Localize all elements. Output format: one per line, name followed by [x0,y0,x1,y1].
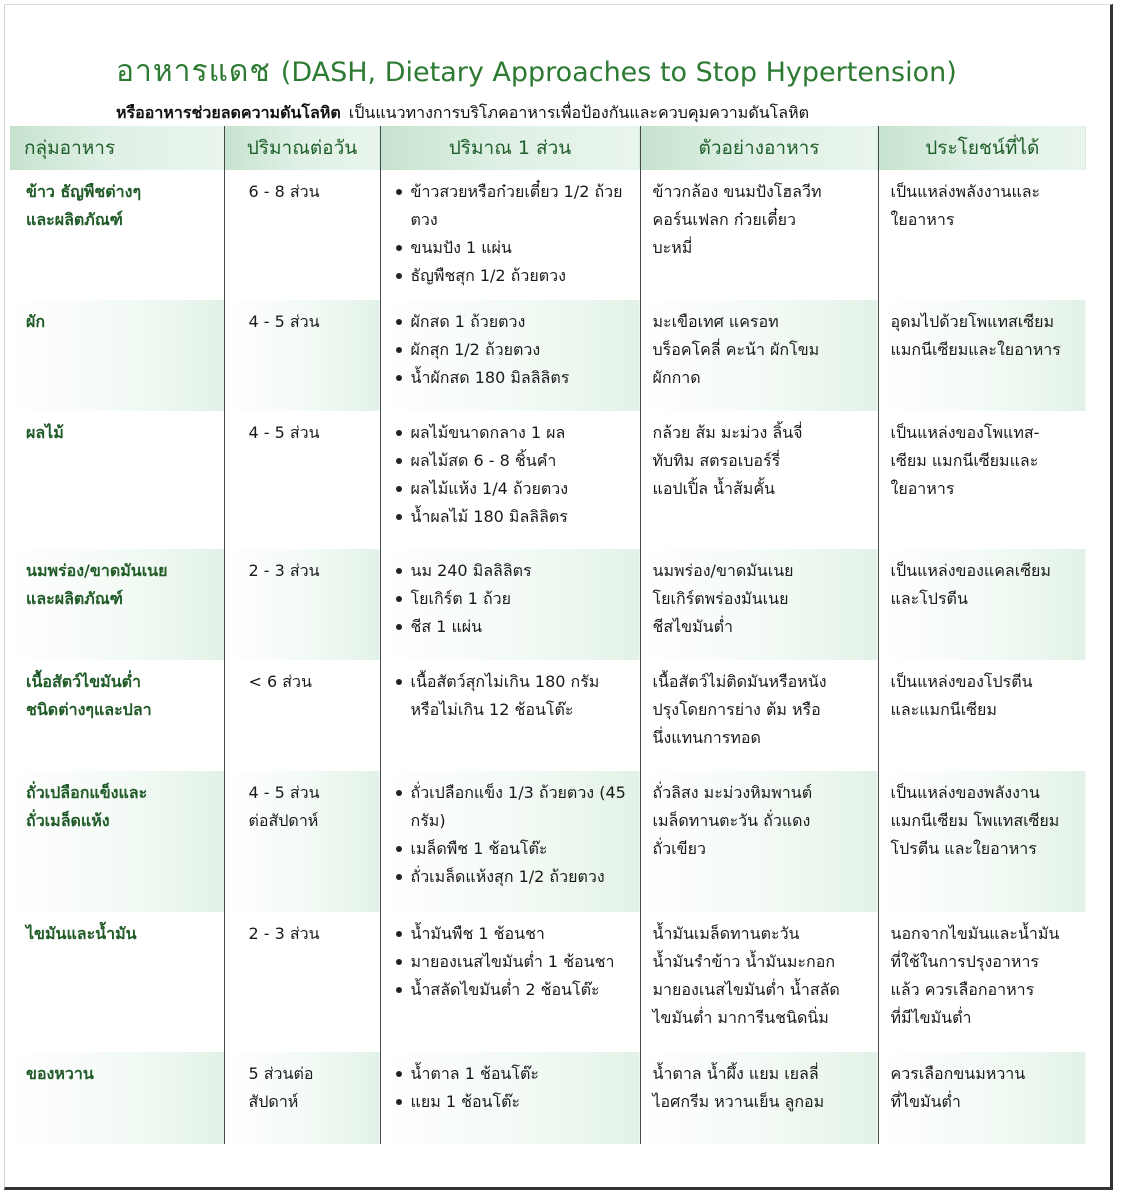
page-title [116,48,1087,95]
daily-servings-cell-line: 4 - 5 ส่วน [248,783,320,802]
portion-list [393,779,632,891]
benefits-cell-line: แมกนีเซียม โพแทสเซียม [890,811,1060,830]
portion-cell [380,771,640,912]
examples-cell-line: มายองเนสไขมันต่ำ น้ำสลัด [652,980,840,999]
daily-servings-cell-line: ต่อสัปดาห์ [248,811,319,830]
benefits-cell [878,912,1086,1052]
list-item: ผักสด 1 ถ้วยตวง [393,308,632,336]
examples-cell-line: นมพร่อง/ขาดมันเนย [652,561,794,580]
examples-cell-line: ข้าวกล้อง ขนมปังโฮลวีท [652,182,822,201]
food-group-cell-line: ผัก [26,312,46,331]
daily-servings-cell [224,1052,380,1144]
column-header-benefits: ประโยชน์ที่ได้ [878,126,1086,170]
food-group-cell-line: ผลไม้ [26,423,64,442]
food-group-cell-line: และผลิตภัณฑ์ [26,589,123,608]
food-group-cell [10,549,224,660]
portion-list [393,308,632,392]
portion-cell [380,1052,640,1144]
benefits-cell-line: โปรตีน และใยอาหาร [890,839,1037,858]
daily-servings-cell-line: 4 - 5 ส่วน [248,312,320,331]
portion-list [393,557,632,641]
list-item: ผลไม้แห้ง 1/4 ถ้วยตวง [393,475,632,503]
list-item: เนื้อสัตว์สุกไม่เกิน 180 กรัม หรือไม่เกิน 12 ช้อนโต๊ะ [393,668,632,724]
daily-servings-cell-line: 5 ส่วนต่อ [248,1064,314,1083]
daily-servings-cell-line: 4 - 5 ส่วน [248,423,320,442]
examples-cell-line: ไอศกรีม หวานเย็น ลูกอม [652,1092,825,1111]
list-item: น้ำตาล 1 ช้อนโต๊ะ [393,1060,632,1088]
column-header-group: กลุ่มอาหาร [10,126,224,170]
benefits-cell-line: และโปรตีน [890,589,968,608]
food-group-cell [10,1052,224,1144]
benefits-cell [878,170,1086,300]
list-item: ชีส 1 แผ่น [393,613,632,641]
food-group-cell [10,771,224,912]
list-item: ถั่วเปลือกแข็ง 1/3 ถ้วยตวง (45 กรัม) [393,779,632,835]
examples-cell [640,912,878,1052]
examples-cell-line: ชีสไขมันต่ำ [652,617,733,636]
list-item: น้ำมันพืช 1 ช้อนชา [393,920,632,948]
dash-table [10,126,1086,1144]
food-group-cell [10,411,224,549]
examples-cell-line: ไขมันต่ำ มาการีนชนิดนิ่ม [652,1008,829,1027]
food-group-cell-line: ไขมันและน้ำมัน [26,924,137,943]
examples-cell-line: น้ำมันรำข้าว น้ำมันมะกอก [652,952,836,971]
benefits-cell-line: แล้ว ควรเลือกอาหาร [890,980,1035,999]
examples-cell [640,300,878,411]
list-item: น้ำผักสด 180 มิลลิลิตร [393,364,632,392]
examples-cell-line: ผักกาด [652,368,701,387]
daily-servings-cell-line: สัปดาห์ [248,1092,299,1111]
list-item: แยม 1 ช้อนโต๊ะ [393,1088,632,1116]
examples-cell-line: แอปเปิ้ล น้ำส้มคั้น [652,479,775,498]
benefits-cell-line: เป็นแหล่งพลังงานและ [890,182,1041,201]
subtitle-bold: หรืออาหารช่วยลดความดันโลหิต [116,103,341,122]
list-item: โยเกิร์ต 1 ถ้วย [393,585,632,613]
examples-cell-line: คอร์นเฟลก ก๋วยเตี๋ยว [652,210,796,229]
daily-servings-cell [224,771,380,912]
food-group-cell [10,660,224,771]
benefits-cell-line: ใยอาหาร [890,210,955,229]
benefits-cell-line: เป็นแหล่งของโพแทส- [890,423,1040,442]
list-item: ขนมปัง 1 แผ่น [393,234,632,262]
daily-servings-cell [224,660,380,771]
table-row [10,771,1086,912]
examples-cell [640,170,878,300]
benefits-cell-line: เป็นแหล่งของแคลเซียม [890,561,1051,580]
examples-cell-line: มะเขือเทศ แครอท [652,312,779,331]
examples-cell [640,660,878,771]
food-group-cell [10,300,224,411]
portion-list [393,178,632,290]
benefits-cell [878,411,1086,549]
daily-servings-cell [224,549,380,660]
column-header-portion: ปริมาณ 1 ส่วน [380,126,640,170]
table-row [10,300,1086,411]
portion-list [393,920,632,1004]
table-row [10,1052,1086,1144]
examples-cell-line: ปรุงโดยการย่าง ต้ม หรือ [652,700,821,719]
daily-servings-cell [224,300,380,411]
table-row [10,912,1086,1052]
list-item: ผลไม้ขนาดกลาง 1 ผล [393,419,632,447]
daily-servings-cell-line: 2 - 3 ส่วน [248,924,320,943]
examples-cell-line: กล้วย ส้ม มะม่วง ลิ้นจี่ [652,423,803,442]
benefits-cell-line: เซียม แมกนีเซียมและ [890,451,1039,470]
title-thai: อาหารแดช [116,54,271,89]
examples-cell [640,549,878,660]
table-row [10,549,1086,660]
examples-cell-line: น้ำมันเมล็ดทานตะวัน [652,924,800,943]
column-header-daily: ปริมาณต่อวัน [224,126,380,170]
column-header-examples: ตัวอย่างอาหาร [640,126,878,170]
table-header-row [10,126,1086,170]
list-item: น้ำสลัดไขมันต่ำ 2 ช้อนโต๊ะ [393,976,632,1004]
title-english: (DASH, Dietary Approaches to Stop Hypertension) [280,57,957,88]
portion-cell [380,411,640,549]
portion-cell [380,549,640,660]
subtitle-text: เป็นแนวทางการบริโภคอาหารเพื่อป้องกันและควบคุมความดันโลหิต [348,103,809,122]
benefits-cell-line: และแมกนีเซียม [890,700,997,719]
benefits-cell [878,1052,1086,1144]
portion-cell [380,300,640,411]
list-item: น้ำผลไม้ 180 มิลลิลิตร [393,503,632,531]
list-item: ผักสุก 1/2 ถ้วยตวง [393,336,632,364]
benefits-cell [878,660,1086,771]
daily-servings-cell [224,411,380,549]
daily-servings-cell [224,912,380,1052]
portion-list [393,668,632,724]
examples-cell [640,1052,878,1144]
examples-cell-line: เมล็ดทานตะวัน ถั่วแดง [652,811,811,830]
daily-servings-cell-line: 2 - 3 ส่วน [248,561,320,580]
list-item: นม 240 มิลลิลิตร [393,557,632,585]
benefits-cell-line: เป็นแหล่งของโปรตีน [890,672,1033,691]
examples-cell-line: น้ำตาล น้ำผึ้ง แยม เยลลี่ [652,1064,819,1083]
food-group-cell-line: ถั่วเปลือกแข็งและ [26,783,148,802]
benefits-cell [878,300,1086,411]
examples-cell-line: ถั่วลิสง มะม่วงหิมพานต์ [652,783,813,802]
benefits-cell-line: ใยอาหาร [890,479,955,498]
examples-cell-line: เนื้อสัตว์ไม่ติดมันหรือหนัง [652,672,827,691]
food-group-cell-line: เนื้อสัตว์ไขมันต่ำ [26,672,141,691]
benefits-cell [878,549,1086,660]
benefits-cell-line: ที่ใช้ในการปรุงอาหาร [890,952,1040,971]
daily-servings-cell [224,170,380,300]
list-item: ผลไม้สด 6 - 8 ชิ้นคำ [393,447,632,475]
food-group-cell-line: ข้าว ธัญพืชต่างๆ [26,182,142,201]
examples-cell-line: นึ่งแทนการทอด [652,728,761,747]
benefits-cell-line: ที่มีไขมันต่ำ [890,1008,972,1027]
list-item: ถั่วเมล็ดแห้งสุก 1/2 ถ้วยตวง [393,863,632,891]
daily-servings-cell-line: < 6 ส่วน [248,672,312,691]
benefits-cell [878,771,1086,912]
table-row [10,411,1086,549]
benefits-cell-line: ควรเลือกขนมหวาน [890,1064,1026,1083]
portion-cell [380,170,640,300]
table-row [10,170,1086,300]
portion-cell [380,660,640,771]
examples-cell-line: บะหมี่ [652,238,693,257]
list-item: ธัญพืชสุก 1/2 ถ้วยตวง [393,262,632,290]
list-item: เมล็ดพืช 1 ช้อนโต๊ะ [393,835,632,863]
examples-cell [640,771,878,912]
food-group-cell-line: นมพร่อง/ขาดมันเนย [26,561,168,580]
food-group-cell-line: ชนิดต่างๆและปลา [26,700,152,719]
examples-cell-line: ถั่วเขียว [652,839,706,858]
subtitle [116,101,1087,126]
examples-cell [640,411,878,549]
food-group-cell-line: ถั่วเมล็ดแห้ง [26,811,110,830]
table-row [10,660,1086,771]
list-item: มายองเนสไขมันต่ำ 1 ช้อนชา [393,948,632,976]
examples-cell-line: บร็อคโคลี่ คะน้า ผักโขม [652,340,820,359]
food-group-cell [10,912,224,1052]
benefits-cell-line: อุดมไปด้วยโพแทสเซียม [890,312,1055,331]
portion-cell [380,912,640,1052]
benefits-cell-line: นอกจากไขมันและน้ำมัน [890,924,1060,943]
examples-cell-line: โยเกิร์ตพร่องมันเนย [652,589,789,608]
benefits-cell-line: เป็นแหล่งของพลังงาน [890,783,1040,802]
food-group-cell-line: ของหวาน [26,1064,94,1083]
portion-list [393,1060,632,1116]
examples-cell-line: ทับทิม สตรอเบอร์รี่ [652,451,781,470]
header [116,48,1087,126]
food-group-cell-line: และผลิตภัณฑ์ [26,210,123,229]
benefits-cell-line: ที่ไขมันต่ำ [890,1092,961,1111]
list-item: ข้าวสวยหรือก๋วยเตี๋ยว 1/2 ถ้วยตวง [393,178,632,234]
food-group-cell [10,170,224,300]
daily-servings-cell-line: 6 - 8 ส่วน [248,182,320,201]
benefits-cell-line: แมกนีเซียมและใยอาหาร [890,340,1061,359]
portion-list [393,419,632,531]
